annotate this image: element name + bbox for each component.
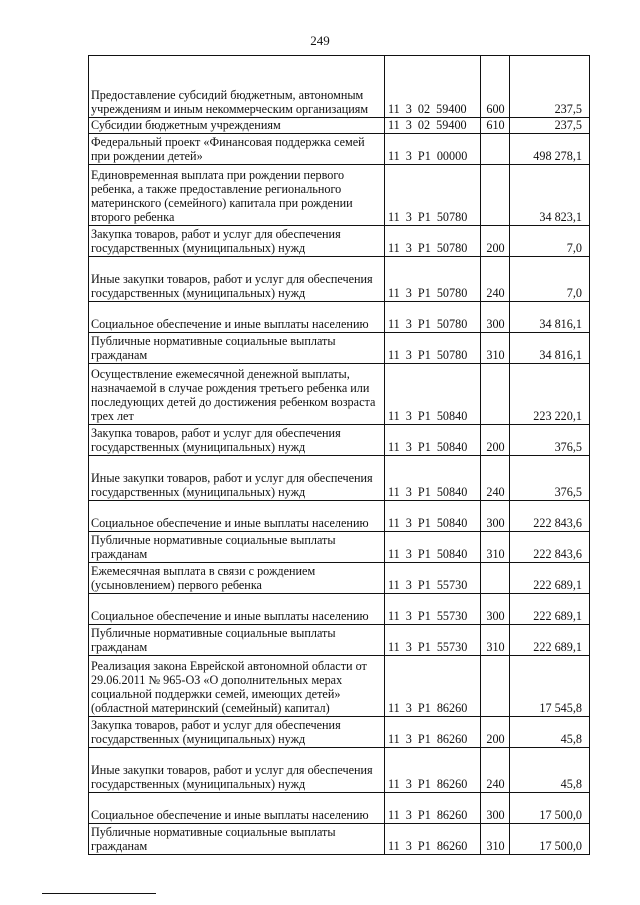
table-row [89, 532, 590, 563]
row-expense-type: 300 [481, 302, 510, 333]
row-expense-type: 310 [481, 824, 510, 855]
row-name: Федеральный проект «Финансовая поддержка семей при рождении детей» [89, 134, 385, 165]
row-expense-type: 240 [481, 257, 510, 302]
row-name: Единовременная выплата при рождении первого ребенка, а также предоставление регионального материнского (семейного) капитала при рождении второго ребенка [89, 165, 385, 226]
table-row [89, 501, 590, 532]
row-expense-type: 200 [481, 226, 510, 257]
budget-table [88, 55, 590, 855]
table-row [89, 748, 590, 793]
table-row [89, 134, 590, 165]
row-expense-type [481, 364, 510, 425]
table-row [89, 333, 590, 364]
row-amount: 222 689,1 [510, 594, 590, 625]
row-amount: 222 843,6 [510, 501, 590, 532]
row-amount: 34 816,1 [510, 333, 590, 364]
row-expense-type [481, 134, 510, 165]
row-code: 11 3 P1 50780 [385, 165, 481, 226]
table-row [89, 717, 590, 748]
row-expense-type: 600 [481, 56, 510, 118]
table-row [89, 302, 590, 333]
row-code: 11 3 P1 86260 [385, 824, 481, 855]
table-row [89, 165, 590, 226]
table-row [89, 456, 590, 501]
row-name: Осуществление ежемесячной денежной выплаты, назначаемой в случае рождения третьего ребенка или последующих детей до достижения ребенком возраста трех лет [89, 364, 385, 425]
row-name: Социальное обеспечение и иные выплаты населению [89, 501, 385, 532]
row-amount: 237,5 [510, 56, 590, 118]
row-expense-type: 240 [481, 748, 510, 793]
row-amount: 7,0 [510, 257, 590, 302]
row-expense-type: 300 [481, 594, 510, 625]
row-code: 11 3 P1 86260 [385, 656, 481, 717]
row-name: Закупка товаров, работ и услуг для обеспечения государственных (муниципальных) нужд [89, 717, 385, 748]
table-row [89, 56, 590, 118]
row-name: Реализация закона Еврейской автономной области от 29.06.2011 № 965-ОЗ «О дополнительных мерах социальной поддержки семей, имеющих детей» (областной материнский (семейный) капитал) [89, 656, 385, 717]
row-code: 11 3 P1 50840 [385, 532, 481, 563]
table-row [89, 824, 590, 855]
row-name: Закупка товаров, работ и услуг для обеспечения государственных (муниципальных) нужд [89, 425, 385, 456]
row-amount: 223 220,1 [510, 364, 590, 425]
row-expense-type: 310 [481, 532, 510, 563]
row-amount: 17 500,0 [510, 824, 590, 855]
row-expense-type [481, 656, 510, 717]
row-code: 11 3 P1 00000 [385, 134, 481, 165]
row-expense-type: 310 [481, 625, 510, 656]
row-expense-type [481, 165, 510, 226]
row-amount: 17 545,8 [510, 656, 590, 717]
row-expense-type: 610 [481, 118, 510, 134]
budget-table-body [89, 56, 590, 855]
table-row [89, 118, 590, 134]
row-amount: 34 816,1 [510, 302, 590, 333]
row-expense-type: 200 [481, 717, 510, 748]
row-name: Предоставление субсидий бюджетным, автономным учреждениям и иным некоммерческим организациям [89, 56, 385, 118]
row-name: Субсидии бюджетным учреждениям [89, 118, 385, 134]
table-row [89, 594, 590, 625]
page-number: 249 [310, 33, 330, 48]
row-name: Иные закупки товаров, работ и услуг для обеспечения государственных (муниципальных) нужд [89, 257, 385, 302]
row-code: 11 3 P1 50780 [385, 333, 481, 364]
row-name: Закупка товаров, работ и услуг для обеспечения государственных (муниципальных) нужд [89, 226, 385, 257]
row-expense-type: 300 [481, 501, 510, 532]
row-code: 11 3 P1 50840 [385, 364, 481, 425]
row-name: Социальное обеспечение и иные выплаты населению [89, 594, 385, 625]
row-code: 11 3 P1 55730 [385, 563, 481, 594]
row-name: Публичные нормативные социальные выплаты гражданам [89, 625, 385, 656]
row-amount: 34 823,1 [510, 165, 590, 226]
row-expense-type: 300 [481, 793, 510, 824]
footer-rule [42, 893, 156, 894]
row-name: Публичные нормативные социальные выплаты гражданам [89, 824, 385, 855]
row-amount: 222 689,1 [510, 563, 590, 594]
table-row [89, 425, 590, 456]
row-expense-type: 310 [481, 333, 510, 364]
row-name: Публичные нормативные социальные выплаты гражданам [89, 333, 385, 364]
row-name: Социальное обеспечение и иные выплаты населению [89, 302, 385, 333]
row-expense-type: 200 [481, 425, 510, 456]
row-amount: 376,5 [510, 425, 590, 456]
table-row [89, 793, 590, 824]
row-code: 11 3 P1 50780 [385, 302, 481, 333]
row-code: 11 3 P1 86260 [385, 748, 481, 793]
row-amount: 17 500,0 [510, 793, 590, 824]
table-row [89, 563, 590, 594]
row-amount: 45,8 [510, 717, 590, 748]
row-amount: 222 689,1 [510, 625, 590, 656]
table-row [89, 656, 590, 717]
row-name: Ежемесячная выплата в связи с рождением (усыновлением) первого ребенка [89, 563, 385, 594]
row-code: 11 3 P1 86260 [385, 717, 481, 748]
row-amount: 222 843,6 [510, 532, 590, 563]
row-name: Публичные нормативные социальные выплаты гражданам [89, 532, 385, 563]
row-amount: 45,8 [510, 748, 590, 793]
row-amount: 7,0 [510, 226, 590, 257]
row-code: 11 3 P1 55730 [385, 625, 481, 656]
table-row [89, 364, 590, 425]
row-amount: 237,5 [510, 118, 590, 134]
row-expense-type: 240 [481, 456, 510, 501]
table-row [89, 226, 590, 257]
row-amount: 498 278,1 [510, 134, 590, 165]
row-code: 11 3 P1 50780 [385, 257, 481, 302]
row-name: Иные закупки товаров, работ и услуг для обеспечения государственных (муниципальных) нужд [89, 748, 385, 793]
row-code: 11 3 P1 50840 [385, 425, 481, 456]
row-name: Социальное обеспечение и иные выплаты населению [89, 793, 385, 824]
row-code: 11 3 P1 55730 [385, 594, 481, 625]
row-code: 11 3 P1 50840 [385, 456, 481, 501]
row-code: 11 3 P1 50840 [385, 501, 481, 532]
row-code: 11 3 02 59400 [385, 118, 481, 134]
row-code: 11 3 02 59400 [385, 56, 481, 118]
table-row [89, 257, 590, 302]
row-name: Иные закупки товаров, работ и услуг для обеспечения государственных (муниципальных) нужд [89, 456, 385, 501]
row-code: 11 3 P1 50780 [385, 226, 481, 257]
table-row [89, 625, 590, 656]
row-expense-type [481, 563, 510, 594]
row-amount: 376,5 [510, 456, 590, 501]
row-code: 11 3 P1 86260 [385, 793, 481, 824]
